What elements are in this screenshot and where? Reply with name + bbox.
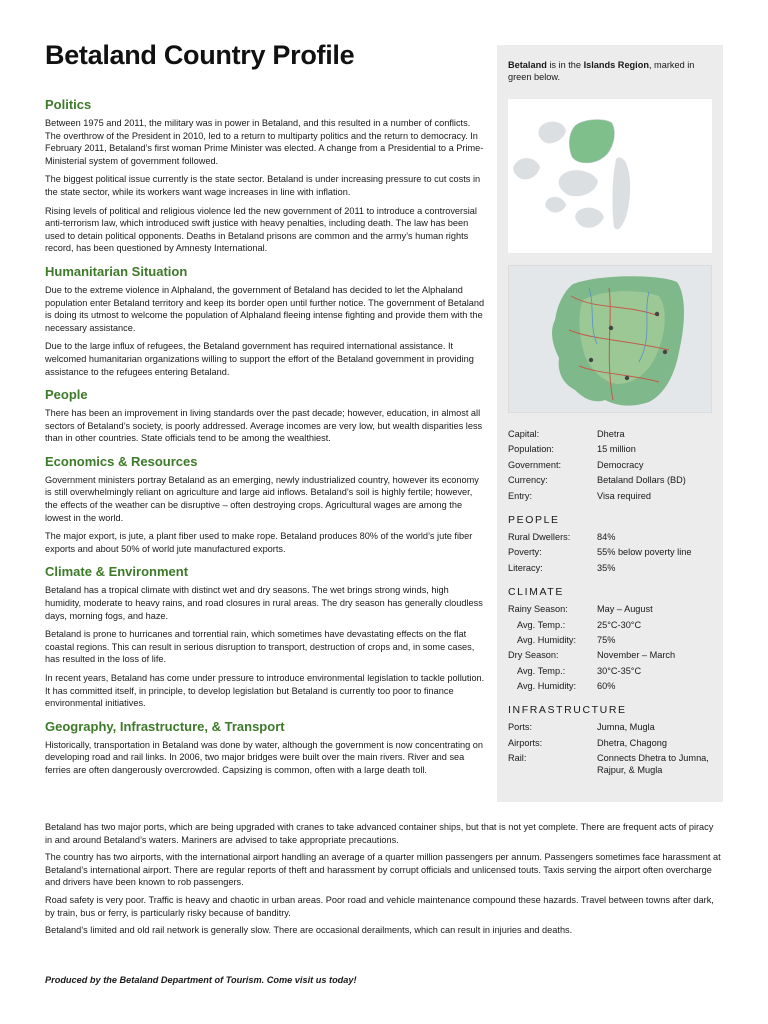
paragraph: There has been an improvement in living standards over the past decade; however, education, in almost all sectors of Betaland’s society, is poorly addressed. Average incomes are very low, but wealth disparities less than in other countries. State officials tend to be among the wealthiest.: [45, 408, 483, 444]
fact-row: Ports: Jumna, Mugla: [508, 722, 655, 733]
fact-row: Rural Dwellers: 84%: [508, 531, 616, 542]
fact-row: Avg. Temp.: 25°C-30°C: [517, 619, 642, 630]
city-marker: [609, 326, 613, 330]
footer-text: Produced by the Betaland Department of Tourism. Come visit us today!: [45, 975, 357, 985]
paragraph: The biggest political issue currently is the state sector. Betaland is under increasing pressure to cut costs in the state sector, while its workers want wage increases in line with inflation.: [45, 174, 481, 197]
facts-sidebar: [497, 45, 723, 802]
section-heading-people: People: [45, 387, 88, 403]
island-shape: [539, 122, 566, 144]
paragraph: Government ministers portray Betaland as an emerging, newly industrialized country, however its economy is still overwhelmingly reliant on agriculture and large aid inflows. Betaland’s soil is highly fertile; however, the effects of the weather can be disruptive – often destroying crops. Agricultural wages are among the lowest in the world.: [45, 474, 479, 523]
section-heading-economics: Economics & Resources: [45, 453, 198, 469]
country-map-graphic: [509, 266, 711, 412]
city-marker: [589, 358, 593, 362]
paragraph: Betaland has a tropical climate with distinct wet and dry seasons. The wet brings strong winds, high humidity, moderate to heavy rains, and road closures in rural areas. The dry season has generally cloudless days, morning fogs, and haze.: [45, 585, 483, 621]
paragraph: The country has two airports, with the international airport handling an average of a quarter million passengers per annum. Passengers sometimes face harassment at Betaland’s international airport. There are regular reports of theft and harassment by corrupt officials and unlicensed touts. Taxis serving the airport often overcharge and drivers have been known to rob passengers.: [45, 852, 721, 888]
page-title: Betaland Country Profile: [45, 40, 355, 70]
island-shape: [545, 197, 566, 213]
island-shape: [575, 208, 604, 228]
paragraph: In recent years, Betaland has come under pressure to introduce environmental legislation to tackle pollution. It has committed itself, in principle, to develop legislation but Betaland is currently too poor to finance environmental initiatives.: [45, 673, 485, 709]
fact-row: Rainy Season: May – August: [508, 604, 653, 615]
paragraph: Due to the extreme violence in Alphaland, the government of Betaland has decided to let the Alphaland population enter Betaland territory and keep its border open until further notice. The government of Betaland is doing its utmost to welcome the population of Alphaland fleeing intense fighting and provide them with the necessary assistance.: [45, 284, 485, 333]
fact-row: Rail: Connects Dhetra to Jumna, Rajpur, & Mugla: [508, 753, 709, 776]
fact-row: Dry Season: November – March: [508, 650, 676, 661]
fact-row: Entry: Visa required: [508, 490, 651, 501]
region-map-graphic: [508, 99, 712, 253]
section-heading-climate: Climate & Environment: [45, 564, 189, 580]
betaland-island: [569, 120, 614, 163]
main-column: [45, 97, 487, 783]
paragraph: Rising levels of political and religious violence led the new government of 2011 to introduce a controversial anti-terrorism law, which introduced swift justice with heavy penalties, including death. The law has been used to detain political opponents. Deaths in Betaland prisons are common and the army’s human rights record, has been questioned by Amnesty International.: [45, 205, 477, 254]
paragraph: Due to the large influx of refugees, the Betaland government has required international assistance. It welcomed humanitarian organizations willing to support the effort of the Betaland government in providing assistance to the refugees entering Betaland.: [45, 341, 474, 377]
city-marker: [625, 376, 629, 380]
island-shape: [613, 157, 631, 229]
fact-row: Airports: Dhetra, Chagong: [508, 737, 667, 748]
island-shape: [559, 170, 598, 196]
island-shape: [513, 158, 540, 179]
country-map: [508, 265, 712, 413]
fact-row: Avg. Temp.: 30°C-35°C: [517, 665, 642, 676]
paragraph: The major export, is jute, a plant fiber used to make rope. Betaland produces 80% of the world’s jute fiber exports and about 50% of world jute manufactured exports.: [45, 531, 473, 554]
sidebar-intro: Betaland is in the Islands Region, marked in green below.: [508, 60, 695, 82]
full-width-text: [45, 821, 723, 942]
paragraph: Betaland is prone to hurricanes and torrential rain, which sometimes have devastating effects on the flat coastal regions. This can result in serious disruption to transport, destruction of crops and, in some cases, has resulted in the loss of life.: [45, 629, 475, 665]
paragraph: Betaland’s limited and old rail network is generally slow. There are occasional derailments, which can result in injuries and deaths.: [45, 925, 573, 936]
region-map: [508, 99, 712, 253]
climate-heading: CLIMATE: [508, 586, 564, 599]
fact-row: Poverty: 55% below poverty line: [508, 547, 692, 558]
fact-row: Government: Democracy: [508, 459, 644, 470]
paragraph: Historically, transportation in Betaland was done by water, although the government is now concentrating on developing road and rail links. In 2006, two major bridges were built over the main rivers. River and sea ferries are often dangerously overcrowded. Capsizing is common, often with a large death toll.: [45, 739, 484, 775]
fact-row: Population: 15 million: [508, 444, 636, 455]
section-heading-politics: Politics: [45, 97, 92, 112]
paragraph: Betaland has two major ports, which are being upgraded with cranes to take advanced container ships, but that is not yet complete. There are frequent acts of piracy in and around Betaland’s waters. Mariners are advised to take appropriate precautions.: [45, 822, 714, 845]
fact-row: Literacy: 35%: [508, 562, 616, 573]
paragraph: Road safety is very poor. Traffic is heavy and chaotic in urban areas. Poor road and vehicle maintenance compound these hazards. Travel between towns after dark, by train, bus or ferry, is particularly risky because of banditry.: [45, 894, 714, 918]
city-marker: [663, 350, 667, 354]
paragraph: Between 1975 and 2011, the military was in power in Betaland, and this resulted in a number of conflicts. The overthrow of the President in 2010, led to a return to multiparty politics and the return to democracy. In February 2011, Betaland’s first woman Prime Minister was elected. A change from a Presidential to a Prime-Ministerial system of government followed.: [45, 118, 484, 166]
fact-row: Currency: Betaland Dollars (BD): [508, 475, 686, 486]
country-facts: [508, 428, 714, 782]
city-marker: [655, 312, 659, 316]
section-heading-humanitarian: Humanitarian Situation: [45, 263, 188, 279]
fact-row: Avg. Humidity: 60%: [517, 681, 616, 692]
fact-row: Avg. Humidity: 75%: [517, 634, 616, 645]
infrastructure-heading: INFRASTRUCTURE: [508, 704, 627, 717]
fact-row: Capital: Dhetra: [508, 429, 625, 439]
people-heading: PEOPLE: [508, 513, 560, 526]
section-heading-geography: Geography, Infrastructure, & Transport: [45, 718, 285, 734]
